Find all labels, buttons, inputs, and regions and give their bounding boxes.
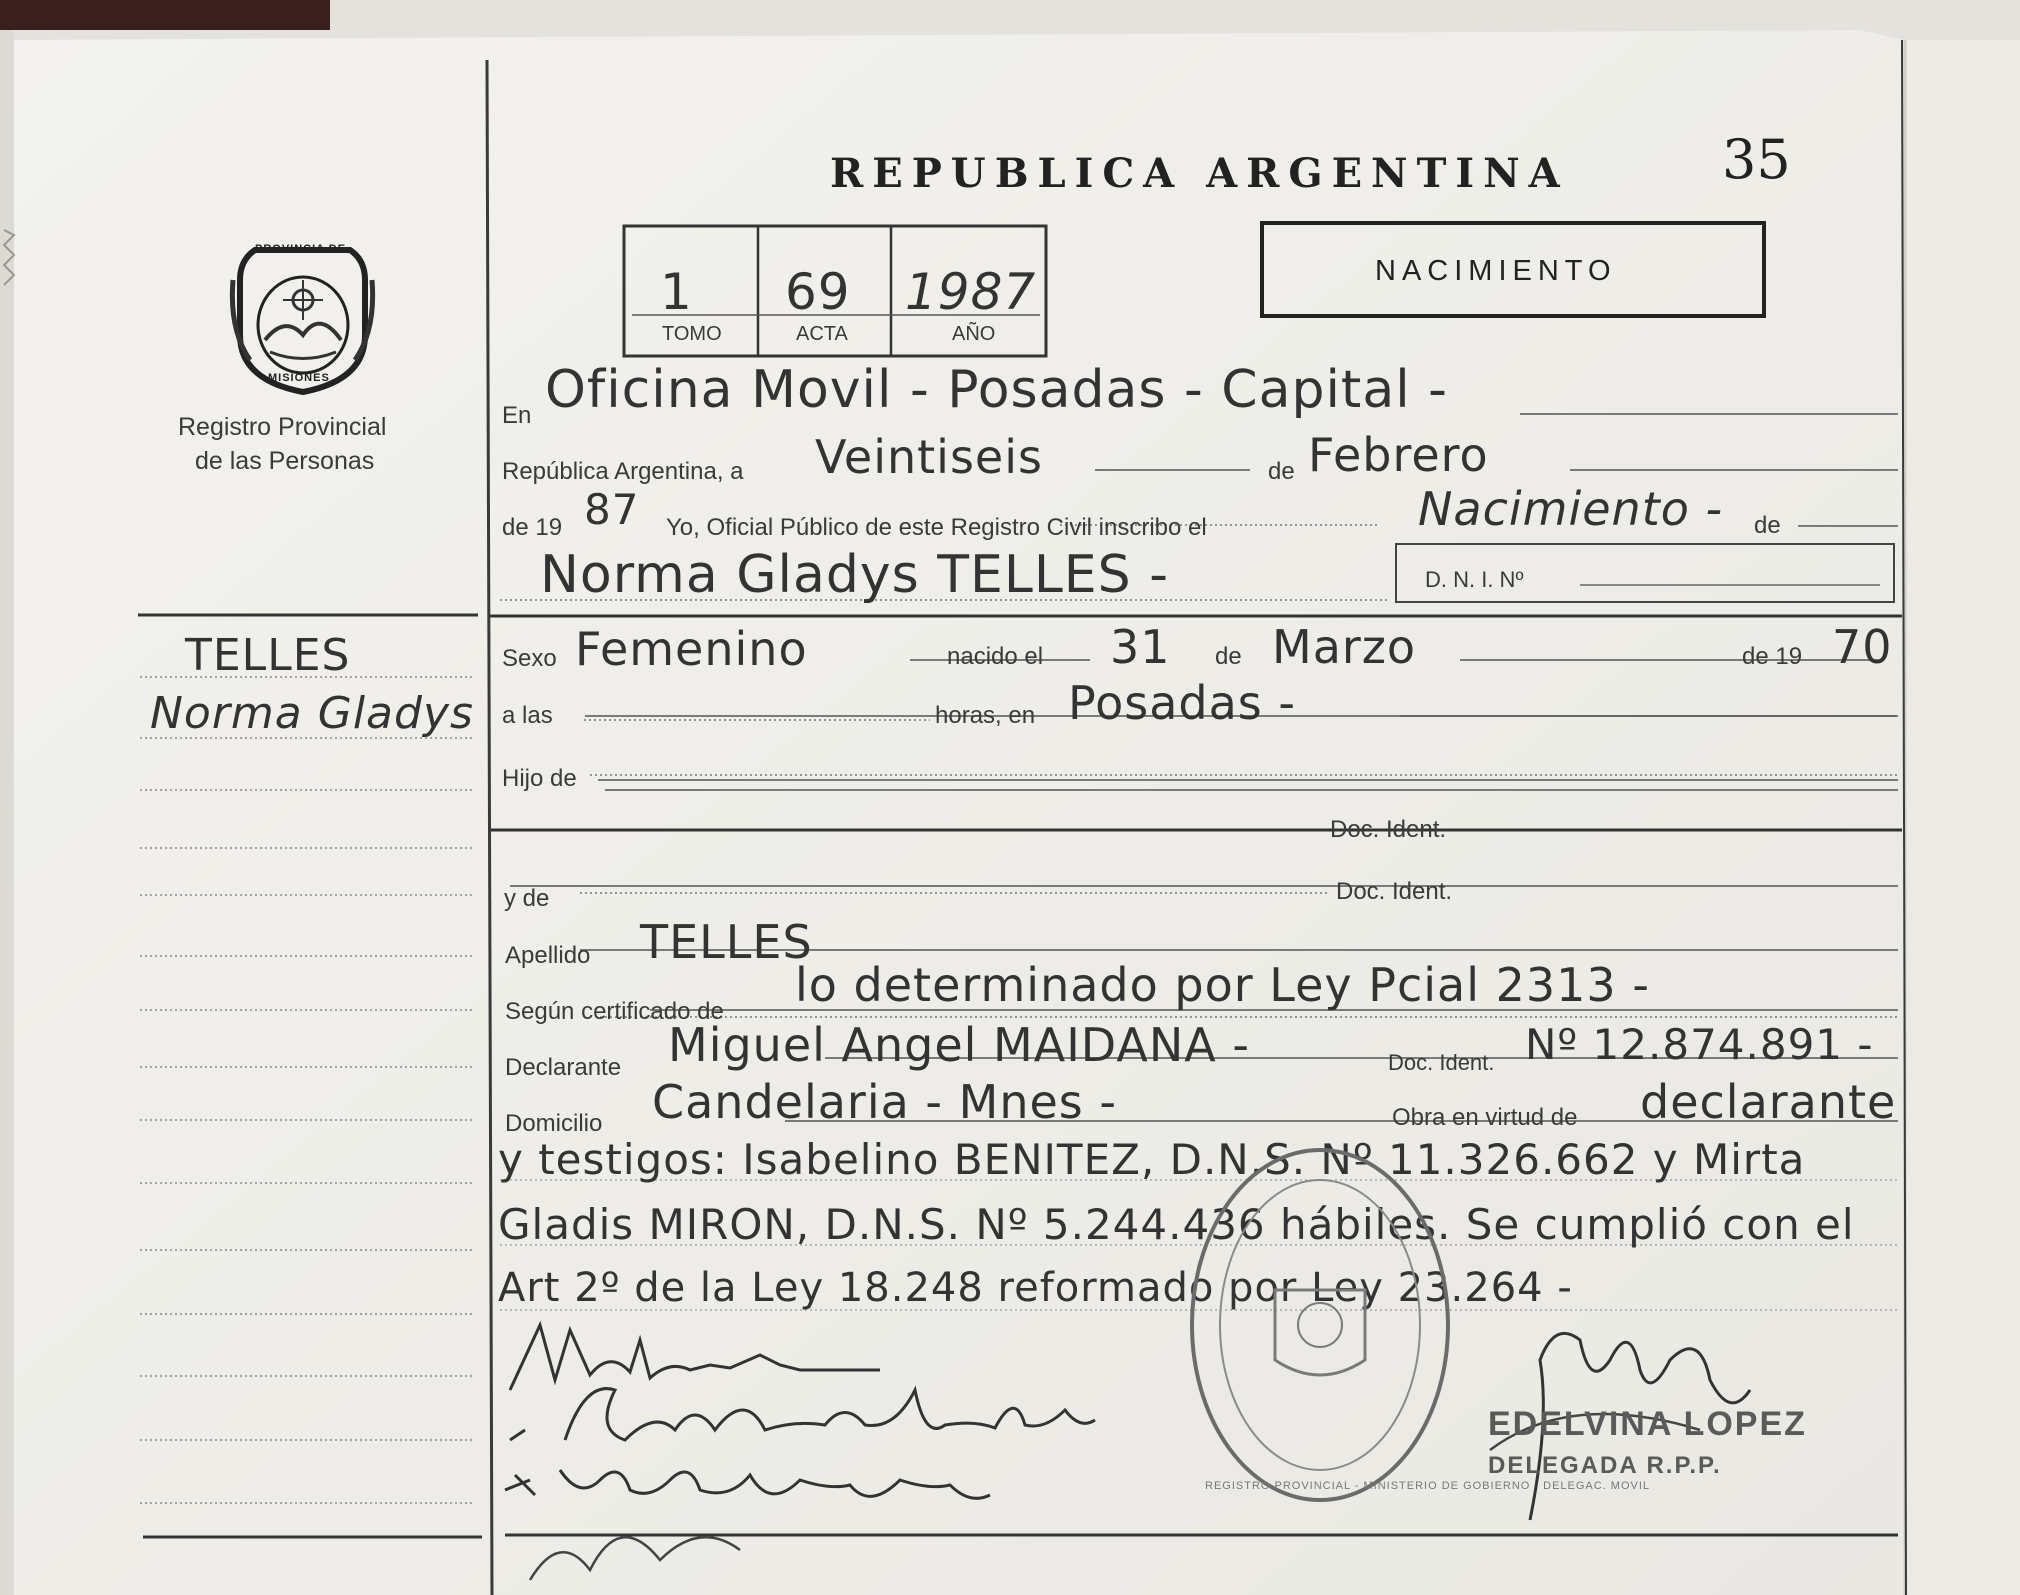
de-tail-label: de xyxy=(1754,512,1781,539)
segun-value: lo determinado por Ley Pcial 2313 - xyxy=(795,958,1650,1012)
doc-ident-label-2: Doc. Ident. xyxy=(1336,878,1453,905)
de-label: de xyxy=(1268,458,1295,485)
sexo-label: Sexo xyxy=(502,645,557,672)
dni-label: D. N. I. Nº xyxy=(1425,567,1524,592)
de19-label: de 19 xyxy=(502,514,563,541)
official-title-stamp: DELEGADA R.P.P. xyxy=(1488,1452,1722,1479)
obra-label: Obra en virtud de xyxy=(1392,1104,1578,1131)
seal-bottom-text: MISIONES xyxy=(268,372,330,384)
hijo-label: Hijo de xyxy=(502,765,577,792)
registry-name-line1: Registro Provincial xyxy=(178,413,387,441)
signature-witness-2 xyxy=(500,1450,1040,1590)
nacido-label: nacido el xyxy=(947,643,1044,670)
nac-mes-value: Marzo xyxy=(1272,620,1417,674)
anio-value: 1987 xyxy=(905,263,1037,321)
nac-de-label: de xyxy=(1215,643,1242,670)
obra-value: declarante xyxy=(1640,1075,1897,1129)
observation-line-2: Gladis MIRON, D.N.S. Nº 5.244.436 hábiles. Se cumplió con el xyxy=(498,1200,1855,1249)
acta-label: ACTA xyxy=(796,323,848,345)
declarante-label: Declarante xyxy=(505,1054,622,1081)
signature-witness-1 xyxy=(505,1370,1125,1460)
sexo-value: Femenino xyxy=(575,622,808,676)
alas-label: a las xyxy=(502,702,553,729)
anio-label: AÑO xyxy=(952,323,996,345)
margin-surname: TELLES xyxy=(185,630,351,681)
page-number: 35 xyxy=(1722,128,1791,191)
official-name-stamp: EDELVINA LOPEZ xyxy=(1488,1405,1807,1443)
doc-ident-label-1: Doc. Ident. xyxy=(1330,816,1447,843)
nac-dia-value: 31 xyxy=(1110,620,1171,674)
tomo-label: TOMO xyxy=(662,323,722,345)
segun-label: Según certificado de xyxy=(505,998,724,1025)
country-heading: REPUBLICA ARGENTINA xyxy=(830,150,1569,197)
nac-de19-label: de 19 xyxy=(1742,643,1803,670)
domicilio-label: Domicilio xyxy=(505,1110,603,1137)
registry-name-line2: de las Personas xyxy=(195,447,375,475)
dia-value: Veintiseis xyxy=(815,430,1043,484)
domicilio-value: Candelaria - Mnes - xyxy=(652,1075,1117,1129)
record-type-label: NACIMIENTO xyxy=(1375,255,1617,287)
apellido-value: TELLES xyxy=(640,915,813,969)
yde-label: y de xyxy=(504,885,550,912)
en-label: En xyxy=(502,402,532,429)
lugar-value: Posadas - xyxy=(1068,676,1296,730)
apellido-label: Apellido xyxy=(505,942,591,969)
observation-line-1: y testigos: Isabelino BENITEZ, D.N.S. Nº 11.326.662 y Mirta xyxy=(498,1135,1806,1184)
mes-value: Febrero xyxy=(1308,428,1489,482)
nac-anio-value: 70 xyxy=(1832,620,1893,674)
anio-nac-inscr-value: 87 xyxy=(584,485,640,534)
en-value: Oficina Movil - Posadas - Capital - xyxy=(545,360,1448,420)
decl-doc-value: Nº 12.874.891 - xyxy=(1525,1020,1874,1069)
inscribo-value: Nacimiento - xyxy=(1418,482,1724,536)
round-stamp-text: REGISTRO PROVINCIAL - MINISTERIO DE GOBIERNO - DELEGAC. MOVIL xyxy=(1205,1480,1651,1492)
horas-label: horas, en xyxy=(935,702,1036,729)
decl-doc-label: Doc. Ident. xyxy=(1388,1050,1495,1075)
acta-value: 69 xyxy=(785,263,851,321)
yo-label: Yo, Oficial Público de este Registro Civil inscribo el xyxy=(666,514,1207,541)
margin-given-names: Norma Gladys xyxy=(150,688,474,739)
declarante-value: Miguel Angel MAIDANA - xyxy=(668,1018,1250,1072)
observation-line-3: Art 2º de la Ley 18.248 reformado por Ley 23.264 - xyxy=(498,1265,1573,1311)
republica-label: República Argentina, a xyxy=(502,458,744,485)
nombre-value: Norma Gladys TELLES - xyxy=(540,545,1169,605)
seal-top-text: PROVINCIA DE xyxy=(255,243,347,255)
tomo-value: 1 xyxy=(660,263,693,321)
